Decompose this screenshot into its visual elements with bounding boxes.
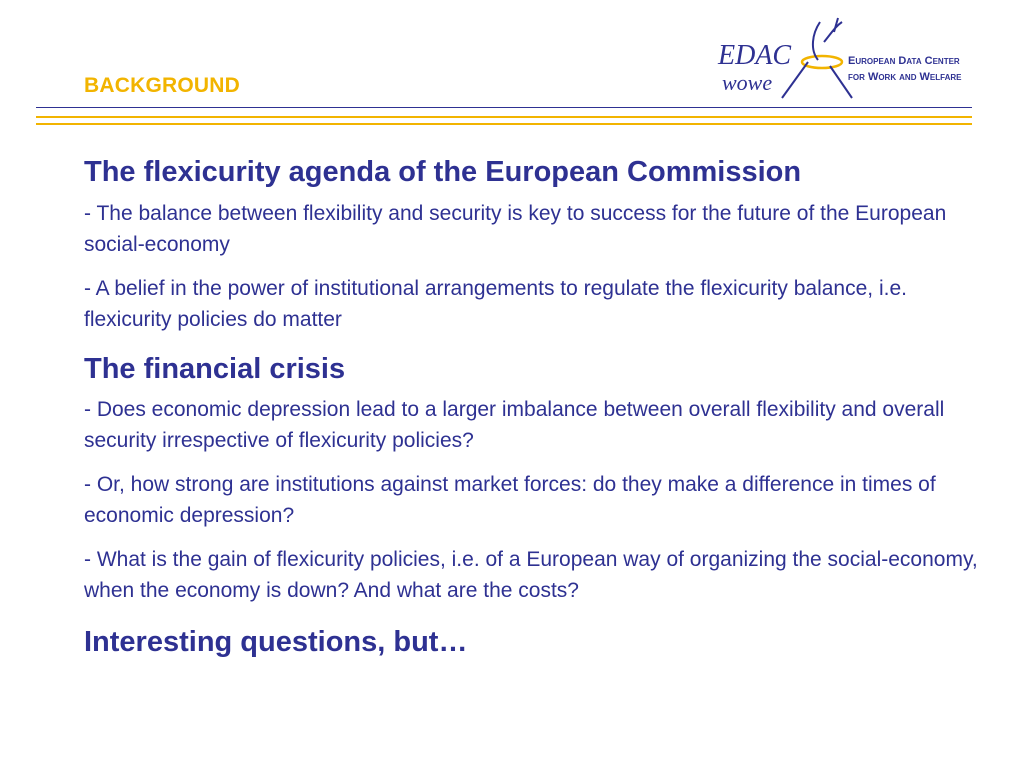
header-divider-blue [36, 107, 972, 108]
paragraph-gain-question: - What is the gain of flexicurity policies, i.e. of a European way of organizing the social-economy, when the economy is down? And what are the costs? [84, 548, 978, 602]
logo-acronym-top: EDAC [718, 40, 792, 71]
heading-financial-crisis: The financial crisis [84, 353, 346, 385]
paragraph-institutions-question: - Or, how strong are institutions against market forces: do they make a difference in times of economic depression? [84, 473, 936, 527]
edac-logo-graphic [712, 12, 1002, 104]
header-divider-yellow-1 [36, 116, 972, 118]
paragraph-depression-question: - Does economic depression lead to a larger imbalance between overall flexibility and overall security irrespective of flexicurity policies? [84, 398, 945, 452]
paragraph-balance: - The balance between flexibility and security is key to success for the future of the European social-economy [84, 202, 947, 256]
logo-org-line1: European Data Center [848, 55, 960, 67]
logo-org-line2: for Work and Welfare [848, 71, 962, 83]
edac-logo [712, 12, 1002, 104]
heading-interesting-questions: Interesting questions, but… [84, 626, 468, 658]
slide-content [84, 152, 984, 662]
header-divider-yellow-2 [36, 123, 972, 125]
heading-flexicurity-agenda: The flexicurity agenda of the European Commission [84, 156, 802, 188]
section-label: BACKGROUND [84, 74, 240, 97]
paragraph-belief: - A belief in the power of institutional arrangements to regulate the flexicurity balance, i.e. flexicurity policies do matter [84, 277, 907, 331]
logo-acronym-bottom: wowe [722, 70, 773, 95]
